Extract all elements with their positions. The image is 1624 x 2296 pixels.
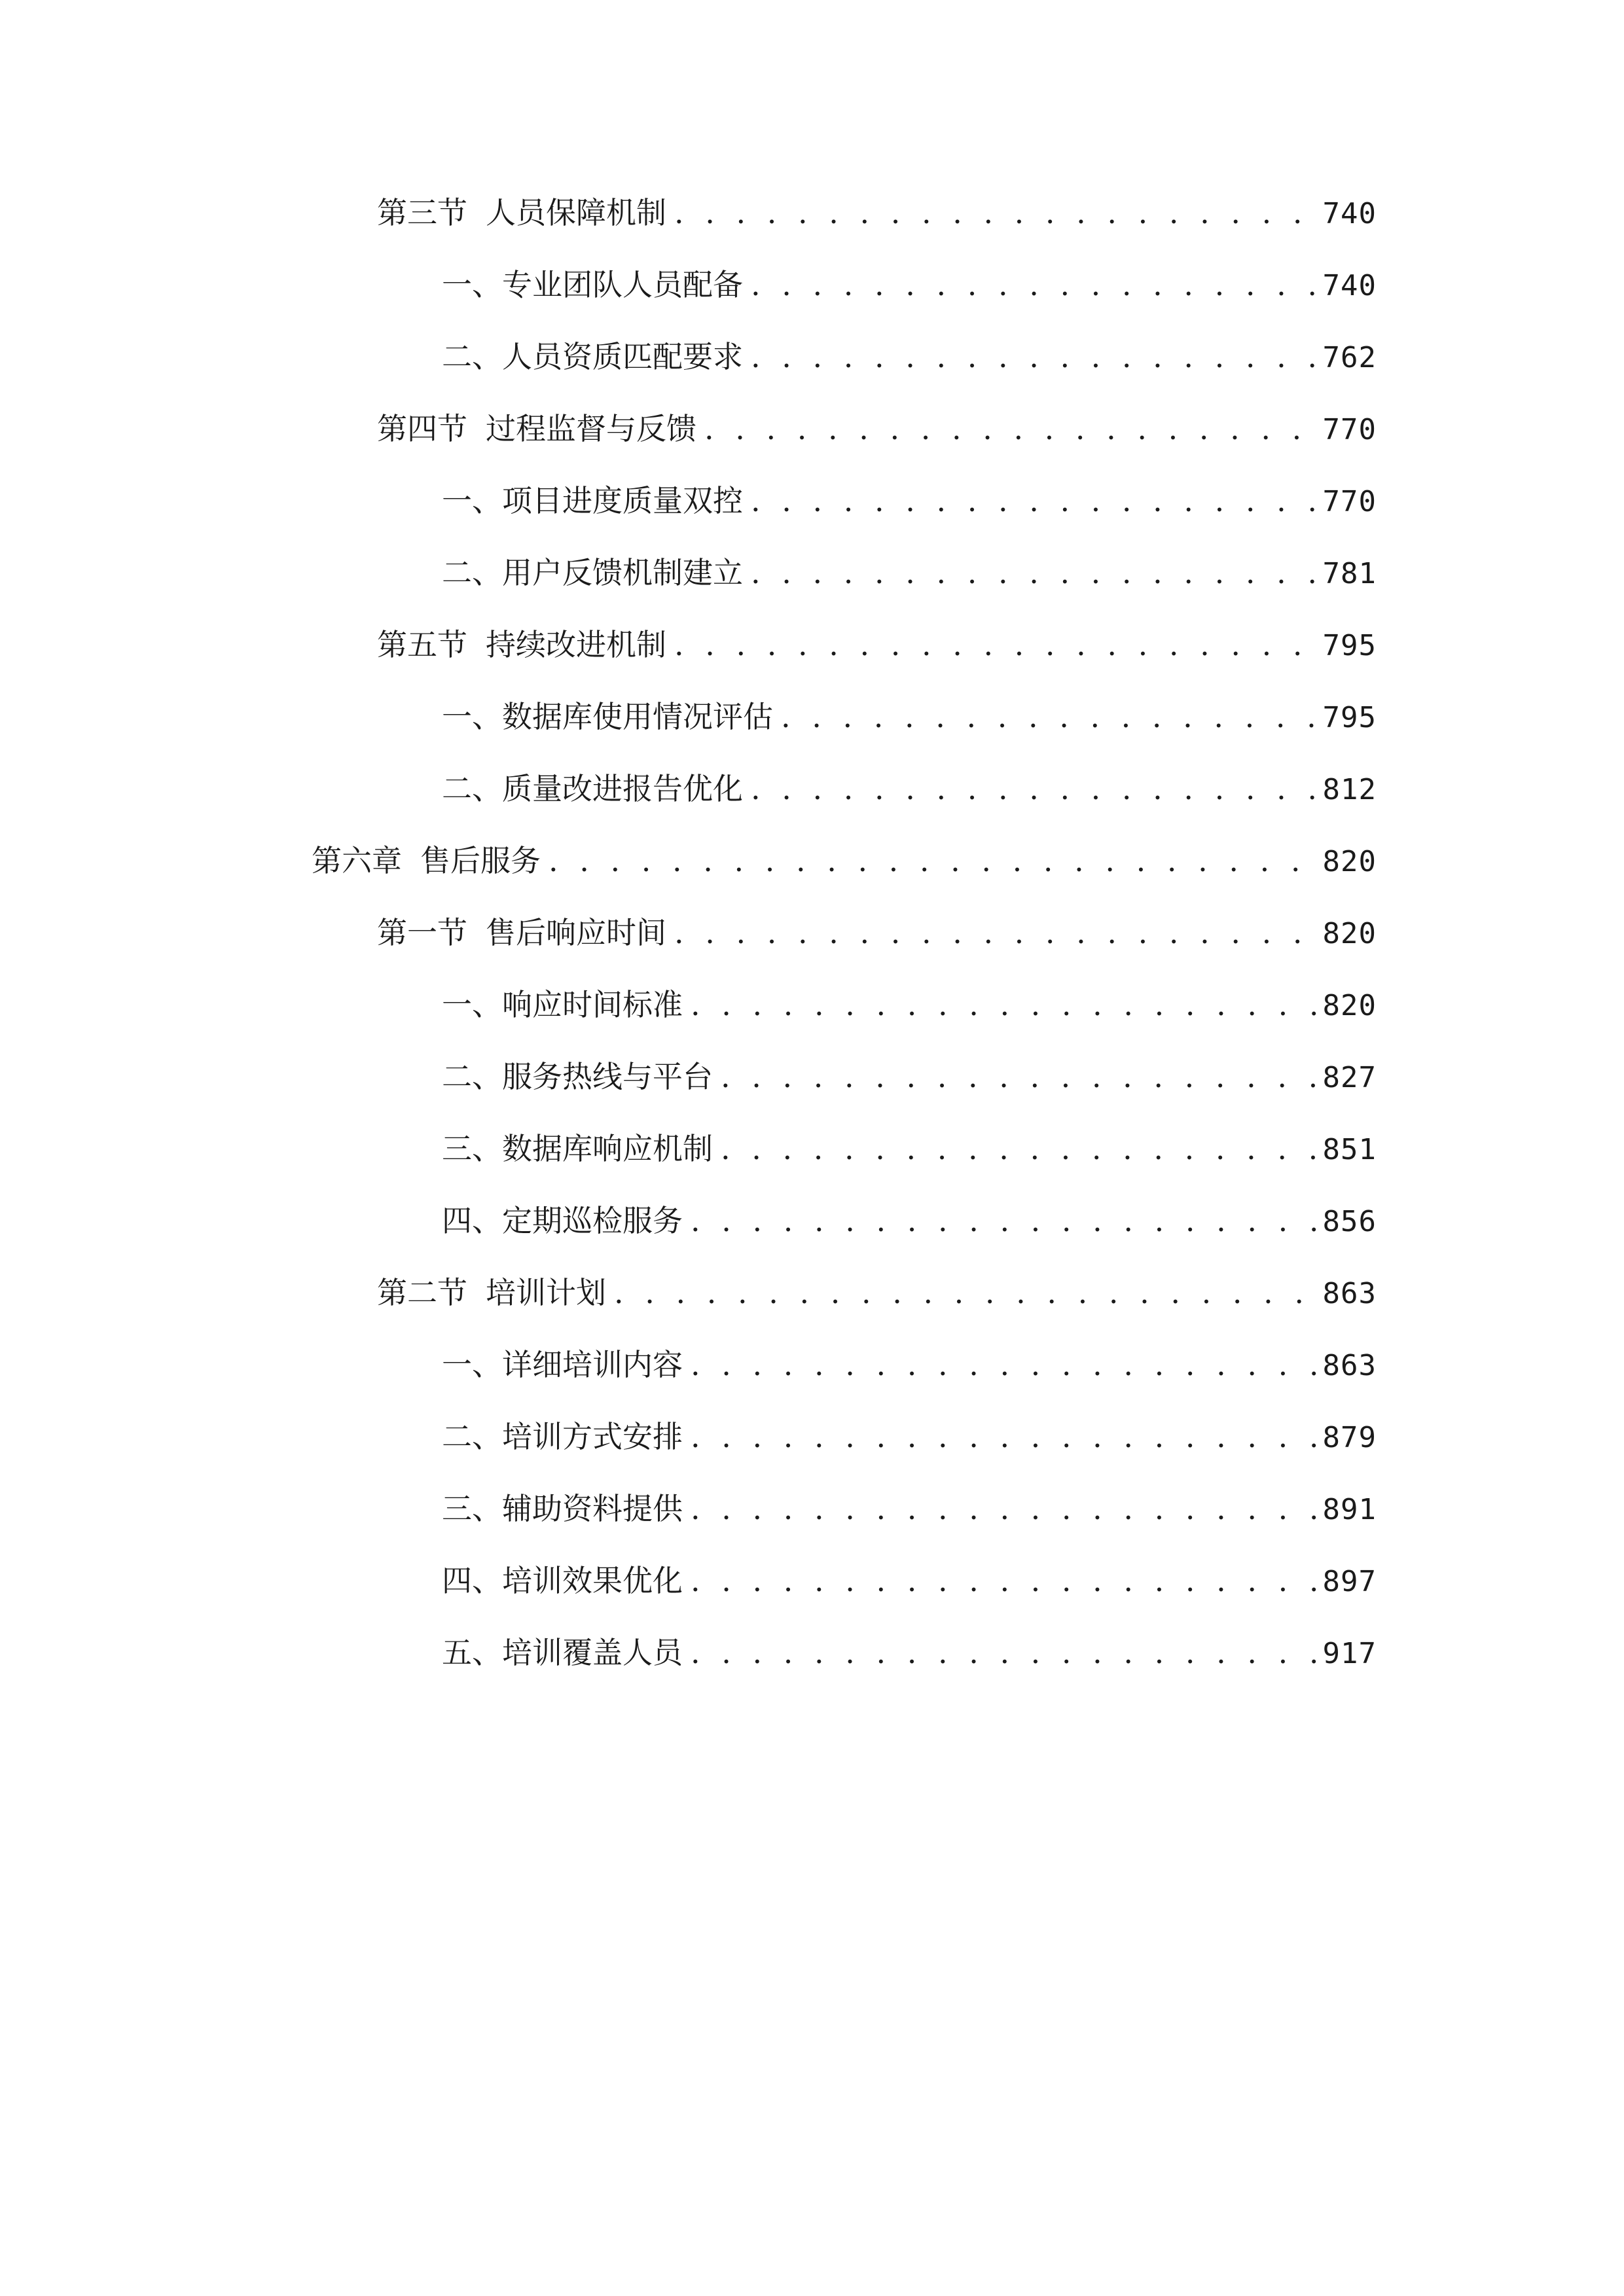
toc-entry-title: 专业团队人员配备 xyxy=(502,267,743,302)
dot-leader xyxy=(751,766,1316,812)
toc-entry-item[interactable] xyxy=(442,694,1377,740)
dot-leader xyxy=(751,262,1316,308)
toc-entry-title: 定期巡检服务 xyxy=(502,1203,683,1238)
dot-leader xyxy=(781,694,1316,740)
toc-entry-page-number: 820 xyxy=(1322,845,1377,878)
toc-entry-prefix: 第六章 xyxy=(312,843,402,878)
toc-entry-prefix: 一、 xyxy=(442,483,502,518)
toc-entry-page-number: 795 xyxy=(1322,629,1377,662)
toc-entry-prefix: 第三节 xyxy=(377,195,467,230)
toc-entry-prefix: 一、 xyxy=(442,267,502,302)
toc-entry-item[interactable] xyxy=(442,262,1377,308)
toc-entry-item[interactable] xyxy=(442,550,1377,596)
dot-leader xyxy=(614,1270,1316,1316)
dot-leader xyxy=(721,1126,1316,1172)
toc-entry-section[interactable] xyxy=(377,622,1377,668)
dot-leader xyxy=(691,1342,1316,1388)
toc-entry-title: 培训计划 xyxy=(486,1275,606,1310)
dot-leader xyxy=(751,478,1316,524)
dot-leader xyxy=(691,1198,1316,1244)
dot-leader xyxy=(691,1486,1316,1532)
toc-entry-page-number: 856 xyxy=(1322,1205,1377,1238)
toc-entry-prefix: 二、 xyxy=(442,771,502,806)
dot-leader xyxy=(691,1414,1316,1460)
dot-leader xyxy=(674,622,1316,668)
toc-entry-title: 详细培训内容 xyxy=(502,1347,683,1382)
dot-leader xyxy=(674,190,1316,236)
toc-entry-prefix: 四、 xyxy=(442,1563,502,1598)
toc-entry-prefix: 二、 xyxy=(442,339,502,374)
toc-entry-item[interactable] xyxy=(442,1198,1377,1244)
toc-entry-item[interactable] xyxy=(442,1054,1377,1100)
toc-entry-prefix: 第二节 xyxy=(377,1275,467,1310)
toc-entry-prefix: 第一节 xyxy=(377,915,467,950)
toc-entry-page-number: 863 xyxy=(1322,1349,1377,1382)
toc-entry-page-number: 820 xyxy=(1322,917,1377,950)
toc-entry-title: 辅助资料提供 xyxy=(502,1491,683,1526)
toc-entry-page-number: 917 xyxy=(1322,1637,1377,1670)
toc-entry-item[interactable] xyxy=(442,1126,1377,1172)
toc-entry-prefix: 一、 xyxy=(442,1347,502,1382)
dot-leader xyxy=(674,910,1316,956)
toc-entry-prefix: 二、 xyxy=(442,555,502,590)
toc-entry-title: 用户反馈机制建立 xyxy=(502,555,743,590)
toc-entry-page-number: 762 xyxy=(1322,341,1377,374)
dot-leader xyxy=(691,982,1316,1028)
toc-entry-prefix: 三、 xyxy=(442,1491,502,1526)
toc-entry-title: 培训方式安排 xyxy=(502,1419,683,1454)
toc-entry-page-number: 879 xyxy=(1322,1421,1377,1454)
toc-entry-prefix: 二、 xyxy=(442,1419,502,1454)
toc-entry-prefix: 第四节 xyxy=(377,411,467,446)
toc-entry-title: 持续改进机制 xyxy=(486,627,666,662)
toc-entry-page-number: 827 xyxy=(1322,1061,1377,1094)
toc-entry-prefix: 一、 xyxy=(442,987,502,1022)
toc-entry-page-number: 795 xyxy=(1322,701,1377,734)
toc-entry-title: 人员保障机制 xyxy=(486,195,666,230)
toc-entry-item[interactable] xyxy=(442,982,1377,1028)
toc-entry-title: 售后响应时间 xyxy=(486,915,666,950)
toc-entry-page-number: 770 xyxy=(1322,413,1377,446)
toc-entry-prefix: 五、 xyxy=(442,1635,502,1670)
toc-entry-prefix: 四、 xyxy=(442,1203,502,1238)
dot-leader xyxy=(721,1054,1316,1100)
toc-entry-prefix: 二、 xyxy=(442,1059,502,1094)
dot-leader xyxy=(691,1558,1316,1604)
toc-entry-item[interactable] xyxy=(442,766,1377,812)
toc-entry-page-number: 863 xyxy=(1322,1277,1377,1310)
toc-entry-page-number: 891 xyxy=(1322,1493,1377,1526)
toc-entry-title: 培训效果优化 xyxy=(502,1563,683,1598)
toc-entry-title: 项目进度质量双控 xyxy=(502,483,743,518)
toc-entry-title: 响应时间标准 xyxy=(502,987,683,1022)
toc-entry-item[interactable] xyxy=(442,1558,1377,1604)
toc-entry-title: 服务热线与平台 xyxy=(502,1059,713,1094)
dot-leader xyxy=(549,838,1316,884)
toc-entry-title: 数据库响应机制 xyxy=(502,1131,713,1166)
toc-entry-section[interactable] xyxy=(377,190,1377,236)
toc-entry-item[interactable] xyxy=(442,1486,1377,1532)
toc-entry-page-number: 851 xyxy=(1322,1133,1377,1166)
toc-entry-prefix: 一、 xyxy=(442,699,502,734)
toc-entry-item[interactable] xyxy=(442,334,1377,380)
toc-entry-title: 数据库使用情况评估 xyxy=(502,699,773,734)
toc-entry-chapter[interactable] xyxy=(312,838,1377,884)
toc-entry-item[interactable] xyxy=(442,1630,1377,1676)
toc-entry-page-number: 770 xyxy=(1322,485,1377,518)
toc-entry-title: 过程监督与反馈 xyxy=(486,411,696,446)
toc-entry-title: 培训覆盖人员 xyxy=(502,1635,683,1670)
toc-entry-prefix: 三、 xyxy=(442,1131,502,1166)
toc-entry-section[interactable] xyxy=(377,1270,1377,1316)
toc-entry-title: 售后服务 xyxy=(420,843,541,878)
toc-entry-section[interactable] xyxy=(377,910,1377,956)
toc-entry-page-number: 781 xyxy=(1322,557,1377,590)
toc-entry-page-number: 740 xyxy=(1322,269,1377,302)
toc-entry-page-number: 897 xyxy=(1322,1565,1377,1598)
toc-entry-page-number: 740 xyxy=(1322,197,1377,230)
dot-leader xyxy=(751,550,1316,596)
toc-entry-page-number: 812 xyxy=(1322,773,1377,806)
dot-leader xyxy=(751,334,1316,380)
toc-entry-item[interactable] xyxy=(442,478,1377,524)
toc-entry-item[interactable] xyxy=(442,1342,1377,1388)
toc-entry-section[interactable] xyxy=(377,406,1377,452)
toc-entry-title: 人员资质匹配要求 xyxy=(502,339,743,374)
toc-entry-prefix: 第五节 xyxy=(377,627,467,662)
toc-entry-page-number: 820 xyxy=(1322,989,1377,1022)
toc-entry-title: 质量改进报告优化 xyxy=(502,771,743,806)
dot-leader xyxy=(691,1630,1316,1676)
toc-entry-item[interactable] xyxy=(442,1414,1377,1460)
dot-leader xyxy=(704,406,1316,452)
